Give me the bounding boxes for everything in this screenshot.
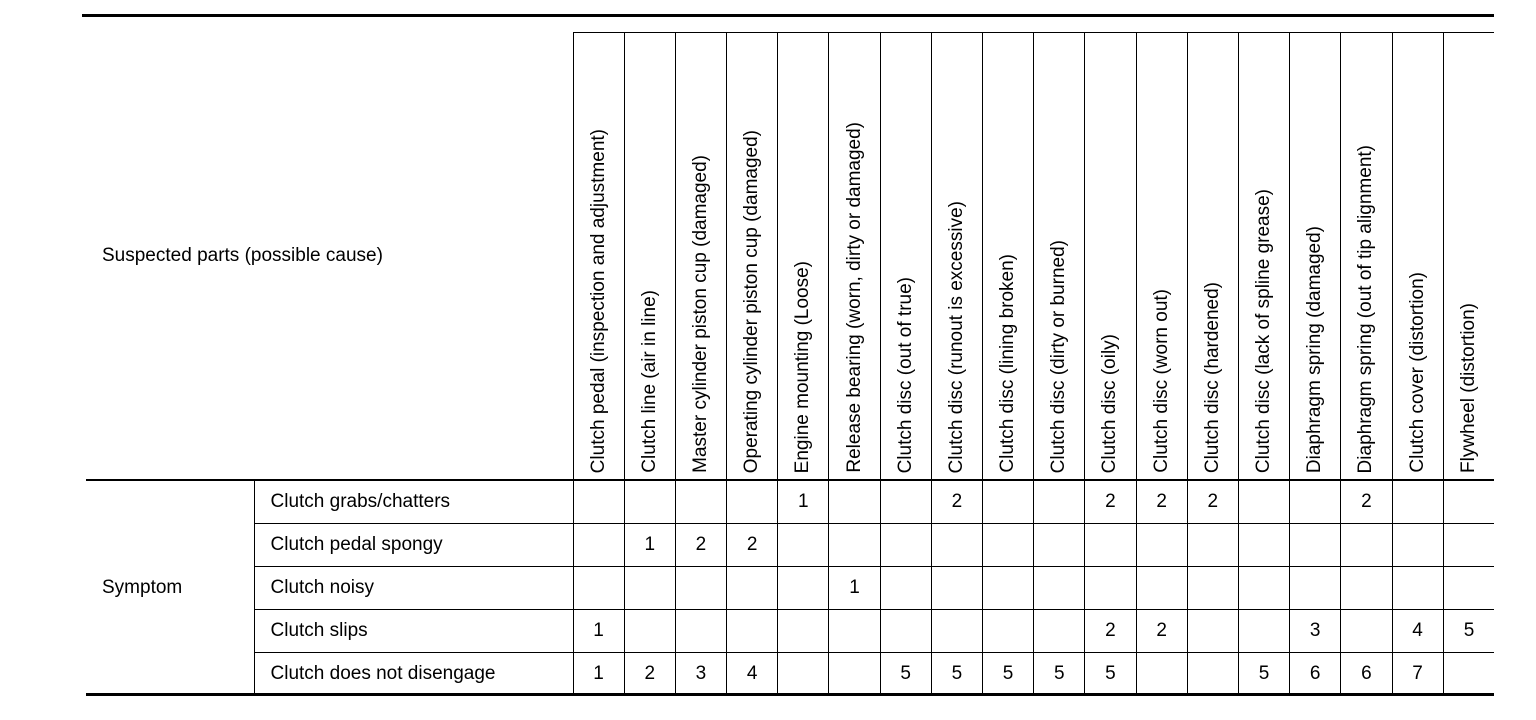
priority-cell	[931, 524, 982, 567]
part-header	[1290, 33, 1341, 481]
symptom-name: Clutch slips	[254, 610, 573, 653]
priority-cell	[778, 524, 829, 567]
part-header	[983, 33, 1034, 481]
priority-cell	[727, 567, 778, 610]
part-header	[1136, 33, 1187, 481]
top-rule	[82, 14, 1494, 17]
symptom-row	[86, 480, 1494, 524]
priority-cell	[1341, 567, 1392, 610]
priority-cell	[983, 567, 1034, 610]
priority-cell: 2	[624, 653, 675, 696]
priority-cell: 5	[880, 653, 931, 696]
priority-cell: 6	[1290, 653, 1341, 696]
priority-cell	[1136, 567, 1187, 610]
priority-cell: 2	[931, 480, 982, 524]
symptom-name: Clutch does not disengage	[254, 653, 573, 696]
priority-cell	[778, 653, 829, 696]
part-label: Diaphragm spring (damaged)	[1304, 225, 1326, 473]
priority-cell	[727, 480, 778, 524]
part-label: Diaphragm spring (out of tip alignment)	[1355, 144, 1377, 473]
symptom-row	[86, 524, 1494, 567]
part-label: Clutch disc (runout is excessive)	[945, 200, 967, 473]
part-header	[573, 33, 624, 481]
part-header	[727, 33, 778, 481]
priority-cell	[983, 524, 1034, 567]
priority-cell	[1443, 653, 1494, 696]
part-label: Flywheel (distortion)	[1458, 303, 1480, 473]
priority-cell	[624, 480, 675, 524]
part-label: Clutch disc (dirty or burned)	[1048, 239, 1070, 473]
priority-cell	[880, 567, 931, 610]
priority-cell: 7	[1392, 653, 1443, 696]
priority-cell	[1392, 524, 1443, 567]
priority-cell: 3	[675, 653, 726, 696]
priority-cell	[1443, 480, 1494, 524]
symptom-group-label: Symptom	[86, 480, 254, 695]
priority-cell	[983, 610, 1034, 653]
priority-cell	[1034, 524, 1085, 567]
priority-cell	[1238, 524, 1289, 567]
symptom-row	[86, 653, 1494, 696]
priority-cell	[675, 610, 726, 653]
symptom-name: Clutch pedal spongy	[254, 524, 573, 567]
priority-cell	[1187, 524, 1238, 567]
part-label: Clutch disc (hardened)	[1201, 281, 1223, 473]
priority-cell	[880, 480, 931, 524]
priority-cell	[1392, 480, 1443, 524]
priority-cell	[1187, 610, 1238, 653]
part-header	[778, 33, 829, 481]
part-header	[1034, 33, 1085, 481]
priority-cell	[1290, 567, 1341, 610]
priority-cell	[1238, 610, 1289, 653]
symptom-row	[86, 567, 1494, 610]
part-label: Clutch cover (distortion)	[1406, 272, 1428, 473]
priority-cell	[1238, 480, 1289, 524]
priority-cell: 5	[1034, 653, 1085, 696]
priority-cell	[1034, 567, 1085, 610]
part-header	[1443, 33, 1494, 481]
part-header	[1187, 33, 1238, 481]
priority-cell	[829, 610, 880, 653]
priority-cell: 5	[1238, 653, 1289, 696]
priority-cell	[1187, 567, 1238, 610]
priority-cell	[1341, 610, 1392, 653]
part-header	[1341, 33, 1392, 481]
priority-cell: 2	[727, 524, 778, 567]
part-label: Release bearing (worn, dirty or damaged)	[843, 122, 865, 473]
priority-cell	[1034, 610, 1085, 653]
priority-cell: 2	[1085, 480, 1136, 524]
priority-cell	[573, 524, 624, 567]
priority-cell	[1392, 567, 1443, 610]
priority-cell	[931, 610, 982, 653]
part-label: Clutch disc (lack of spline grease)	[1253, 188, 1275, 473]
priority-cell: 5	[1085, 653, 1136, 696]
part-header	[829, 33, 880, 481]
priority-cell	[778, 567, 829, 610]
priority-cell: 5	[1443, 610, 1494, 653]
priority-cell	[1187, 653, 1238, 696]
priority-cell	[829, 653, 880, 696]
part-label: Master cylinder piston cup (damaged)	[689, 155, 711, 473]
part-label: Clutch disc (out of true)	[894, 276, 916, 473]
priority-cell: 5	[931, 653, 982, 696]
priority-cell	[1085, 567, 1136, 610]
priority-cell	[624, 567, 675, 610]
priority-cell: 1	[573, 610, 624, 653]
priority-cell	[675, 480, 726, 524]
priority-cell	[675, 567, 726, 610]
priority-cell	[1341, 524, 1392, 567]
part-header	[931, 33, 982, 481]
priority-cell: 2	[1136, 610, 1187, 653]
part-label: Clutch line (air in line)	[638, 290, 660, 473]
priority-cell: 2	[1085, 610, 1136, 653]
part-label: Clutch disc (lining broken)	[997, 254, 1019, 473]
priority-cell: 2	[675, 524, 726, 567]
priority-cell	[778, 610, 829, 653]
part-label: Engine mounting (Loose)	[792, 260, 814, 473]
priority-cell	[1238, 567, 1289, 610]
parts-header-row	[86, 33, 1494, 481]
part-label: Clutch disc (worn out)	[1150, 289, 1172, 473]
priority-cell	[1290, 480, 1341, 524]
priority-cell: 5	[983, 653, 1034, 696]
bottom-rule	[86, 693, 1494, 696]
priority-cell	[1085, 524, 1136, 567]
part-header	[1392, 33, 1443, 481]
priority-cell: 4	[1392, 610, 1443, 653]
priority-cell: 1	[624, 524, 675, 567]
priority-cell	[624, 610, 675, 653]
priority-cell	[829, 524, 880, 567]
symptom-row	[86, 610, 1494, 653]
symptom-name: Clutch noisy	[254, 567, 573, 610]
priority-cell	[573, 480, 624, 524]
priority-cell: 6	[1341, 653, 1392, 696]
priority-cell	[1443, 567, 1494, 610]
part-label: Operating cylinder piston cup (damaged)	[741, 129, 763, 473]
part-label: Clutch disc (oily)	[1099, 333, 1121, 473]
priority-cell: 2	[1136, 480, 1187, 524]
priority-cell: 2	[1341, 480, 1392, 524]
troubleshooting-table	[86, 32, 1494, 695]
priority-cell: 4	[727, 653, 778, 696]
priority-cell: 1	[573, 653, 624, 696]
priority-cell	[573, 567, 624, 610]
priority-cell: 2	[1187, 480, 1238, 524]
priority-cell	[1034, 480, 1085, 524]
part-label: Clutch pedal (inspection and adjustment)	[587, 128, 609, 473]
priority-cell	[880, 610, 931, 653]
priority-cell	[1443, 524, 1494, 567]
part-header	[880, 33, 931, 481]
symptom-name: Clutch grabs/chatters	[254, 480, 573, 524]
part-header	[675, 33, 726, 481]
priority-cell: 1	[778, 480, 829, 524]
part-header	[1238, 33, 1289, 481]
priority-cell: 3	[1290, 610, 1341, 653]
priority-cell	[829, 480, 880, 524]
priority-cell: 1	[829, 567, 880, 610]
priority-cell	[880, 524, 931, 567]
priority-cell	[1136, 524, 1187, 567]
priority-cell	[727, 610, 778, 653]
priority-cell	[983, 480, 1034, 524]
priority-cell	[1290, 524, 1341, 567]
priority-cell	[1136, 653, 1187, 696]
part-header	[1085, 33, 1136, 481]
part-header	[624, 33, 675, 481]
priority-cell	[931, 567, 982, 610]
suspected-parts-label: Suspected parts (possible cause)	[86, 33, 573, 481]
